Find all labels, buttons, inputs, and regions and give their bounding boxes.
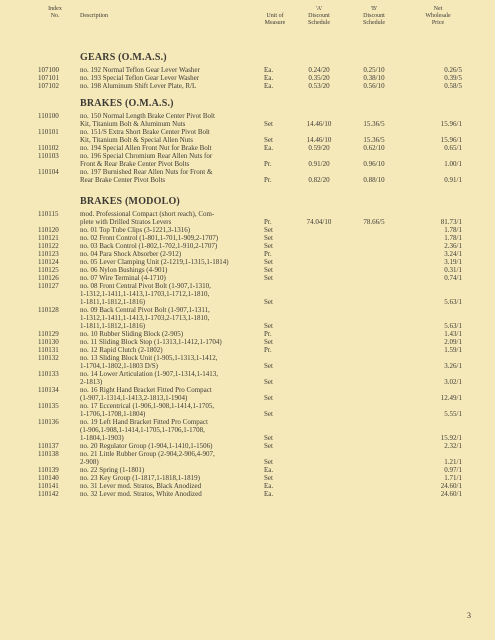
unit-of-measure: Set (264, 410, 273, 418)
header-unit-line1: Unit of (266, 13, 284, 19)
index-number: 110138 (38, 450, 59, 458)
index-number: 110126 (38, 274, 59, 282)
item-description: no. 06 Nylon Bushings (4-901) (80, 266, 168, 274)
item-description: no. 16 Right Hand Bracket Fitted Pro Compact (80, 386, 212, 394)
header-index-line1: Index (48, 6, 62, 12)
index-number: 110132 (38, 354, 59, 362)
wholesale-price: 1.78/1 (444, 226, 462, 234)
wholesale-price: 5.63/1 (444, 322, 462, 330)
item-description: 1-1804,1-1903) (80, 434, 124, 442)
unit-of-measure: Pr. (264, 176, 272, 184)
index-number: 110141 (38, 482, 59, 490)
unit-of-measure: Set (264, 442, 273, 450)
a-discount-price: 14.46/10 (306, 136, 332, 144)
item-description: no. 20 Regulator Group (1-904,1-1410,1-1506) (80, 442, 213, 450)
unit-of-measure: Set (264, 338, 273, 346)
b-discount-price: 0.88/10 (363, 176, 385, 184)
index-number: 110122 (38, 242, 59, 250)
unit-of-measure: Ea. (264, 490, 274, 498)
header-unit (257, 13, 293, 27)
wholesale-price: 1.71/1 (444, 474, 462, 482)
index-number: 110121 (38, 234, 59, 242)
unit-of-measure: Set (264, 458, 273, 466)
a-discount-price: 0.35/20 (308, 74, 330, 82)
wholesale-price: 5.63/1 (444, 298, 462, 306)
wholesale-price: 12.49/1 (440, 394, 462, 402)
index-number: 110137 (38, 442, 59, 450)
item-description: no. 02 Front Control (1-801,1-701,1-909,2-1707) (80, 234, 219, 242)
item-description: no. 03 Back Control (1-802,1-702,1-910,2-1707) (80, 242, 218, 250)
unit-of-measure: Pr. (264, 160, 272, 168)
header-index-line2: No. (50, 13, 60, 19)
wholesale-price: 24.60/1 (440, 490, 462, 498)
header-b-line2: Discount (363, 13, 385, 19)
unit-of-measure: Set (264, 378, 273, 386)
b-discount-price: 0.38/10 (363, 74, 385, 82)
item-description: 1-1704,1-1802,1-1803 D/S) (80, 362, 158, 370)
unit-of-measure: Set (264, 434, 273, 442)
unit-of-measure: Set (264, 266, 273, 274)
index-number: 107100 (38, 66, 59, 74)
header-a-schedule (296, 6, 342, 27)
index-number: 110101 (38, 128, 59, 136)
wholesale-price: 0.31/1 (444, 266, 462, 274)
header-wholesale-line3: Price (431, 20, 445, 26)
b-discount-price: 15.36/5 (363, 120, 385, 128)
wholesale-price: 2.36/1 (444, 242, 462, 250)
item-description: no. 08 Front Central Pivot Bolt (1-907,1-1310, (80, 282, 211, 290)
index-number: 110102 (38, 144, 59, 152)
index-number: 110103 (38, 152, 59, 160)
item-description: no. 198 Aluminum Shift Lever Plate, R/L (80, 82, 197, 90)
unit-of-measure: Pr. (264, 218, 272, 226)
item-description: no. 12 Rapid Clutch (2-1802) (80, 346, 163, 354)
index-number: 110135 (38, 402, 59, 410)
section-title: GEARS (O.M.A.S.) (80, 52, 167, 63)
header-b-line1: 'B' (370, 6, 378, 12)
index-number: 110125 (38, 266, 59, 274)
item-description: 1-1811,1-1812,1-1816) (80, 322, 146, 330)
wholesale-price: 5.55/1 (444, 410, 462, 418)
unit-of-measure: Pr. (264, 330, 272, 338)
index-number: 110131 (38, 346, 59, 354)
wholesale-price: 15.92/1 (440, 434, 462, 442)
item-description: no. 13 Sliding Block Unit (1-905,1-1313,1-1412, (80, 354, 218, 362)
unit-of-measure: Pr. (264, 346, 272, 354)
index-number: 110139 (38, 466, 59, 474)
a-discount-price: 14.46/10 (306, 120, 332, 128)
item-description: 2-908) (80, 458, 99, 466)
unit-of-measure: Ea. (264, 144, 274, 152)
item-description: Rear Brake Center Pivot Bolts (80, 176, 166, 184)
item-description: plete with Drilled Stratos Levers (80, 218, 172, 226)
wholesale-price: 0.26/5 (444, 66, 462, 74)
item-description: no. 01 Top Tube Clips (3-1221,3-1316) (80, 226, 191, 234)
index-number: 110123 (38, 250, 59, 258)
item-description: no. 150 Normal Length Brake Center Pivot Bolt (80, 112, 215, 120)
item-description: no. 05 Lever Clamping Unit (2-1219,1-1315,1-1814) (80, 258, 229, 266)
header-wholesale-line1: Net (433, 6, 443, 12)
unit-of-measure: Ea. (264, 82, 274, 90)
item-description: no. 197 Burnished Rear Allen Nuts for Front & (80, 168, 213, 176)
item-description: 2-1813) (80, 378, 103, 386)
unit-of-measure: Set (264, 474, 273, 482)
index-number: 107101 (38, 74, 59, 82)
unit-of-measure: Set (264, 362, 273, 370)
wholesale-price: 2.09/1 (444, 338, 462, 346)
a-discount-price: 0.53/20 (308, 82, 330, 90)
index-number: 110129 (38, 330, 59, 338)
item-description: no. 196 Special Chromium Rear Allen Nuts for (80, 152, 213, 160)
wholesale-price: 0.97/1 (444, 466, 462, 474)
a-discount-price: 0.91/20 (308, 160, 330, 168)
wholesale-price: 1.00/1 (444, 160, 462, 168)
item-description: Front & Rear Brake Center Pivot Bolts (80, 160, 190, 168)
item-description: no. 07 Wire Terminal (4-1710) (80, 274, 166, 282)
item-description: no. 23 Key Group (1-1817,1-1818,1-1819) (80, 474, 200, 482)
index-number: 110127 (38, 282, 59, 290)
unit-of-measure: Set (264, 322, 273, 330)
unit-of-measure: Set (264, 258, 273, 266)
index-number: 110140 (38, 474, 59, 482)
item-description: no. 14 Lower Articulation (1-907,1-1314,1-1413, (80, 370, 219, 378)
item-description: (1-907,1-1314,1-1413,2-1813,1-1904) (80, 394, 188, 402)
index-number: 107102 (38, 82, 59, 90)
wholesale-price: 3.02/1 (444, 378, 462, 386)
item-description: mod. Professional Compact (short reach), Com- (80, 210, 215, 218)
unit-of-measure: Set (264, 242, 273, 250)
unit-of-measure: Ea. (264, 74, 274, 82)
section-title: BRAKES (O.M.A.S.) (80, 98, 174, 109)
index-number: 110124 (38, 258, 59, 266)
wholesale-price: 2.32/1 (444, 442, 462, 450)
wholesale-price: 0.58/5 (444, 82, 462, 90)
page-number: 3 (467, 611, 471, 620)
header-wholesale-line2: Wholesale (425, 13, 451, 19)
item-description: no. 32 Lever mod. Stratos, White Anodized (80, 490, 202, 498)
unit-of-measure: Set (264, 136, 273, 144)
wholesale-price: 1.21/1 (444, 458, 462, 466)
wholesale-price: 0.91/1 (444, 176, 462, 184)
index-number: 110104 (38, 168, 59, 176)
item-description: no. 21 Little Rubber Group (2-904,2-906,4-907, (80, 450, 215, 458)
section-title: BRAKES (MODOLO) (80, 196, 180, 207)
unit-of-measure: Ea. (264, 482, 274, 490)
item-description: no. 19 Left Hand Bracket Fitted Pro Compact (80, 418, 208, 426)
wholesale-price: 1.43/1 (444, 330, 462, 338)
b-discount-price: 15.36/5 (363, 136, 385, 144)
item-description: 1-1811,1-1812,1-1816) (80, 298, 146, 306)
wholesale-price: 0.74/1 (444, 274, 462, 282)
index-number: 110120 (38, 226, 59, 234)
item-description: Kit, Titanium Bolt & Aluminum Nuts (80, 120, 186, 128)
header-description (80, 13, 180, 20)
wholesale-price: 15.96/1 (440, 120, 462, 128)
wholesale-price: 81.73/1 (440, 218, 462, 226)
unit-of-measure: Set (264, 298, 273, 306)
header-a-line1: 'A' (315, 6, 323, 12)
wholesale-price: 0.65/1 (444, 144, 462, 152)
b-discount-price: 0.62/10 (363, 144, 385, 152)
item-description: no. 192 Normal Teflon Gear Lever Washer (80, 66, 200, 74)
item-description: no. 31 Lever mod. Stratos, Black Anodized (80, 482, 202, 490)
item-description: no. 11 Sliding Block Stop (1-1313,1-1412,1-1704) (80, 338, 222, 346)
header-b-line3: Schedule (363, 20, 385, 26)
index-number: 110136 (38, 418, 59, 426)
wholesale-price: 3.24/1 (444, 250, 462, 258)
unit-of-measure: Set (264, 120, 273, 128)
a-discount-price: 0.82/20 (308, 176, 330, 184)
header-description-text: Description (80, 13, 108, 19)
b-discount-price: 0.56/10 (363, 82, 385, 90)
item-description: no. 22 Spring (1-1801) (80, 466, 145, 474)
unit-of-measure: Set (264, 234, 273, 242)
item-description: no. 17 Eccentrical (1-906,1-908,1-1414,1-1705, (80, 402, 215, 410)
wholesale-price: 3.19/1 (444, 258, 462, 266)
item-description: 1-1312,1-1411,1-1413,1-1703,2-1713,1-1810, (80, 314, 210, 322)
a-discount-price: 0.24/20 (308, 66, 330, 74)
wholesale-price: 15.96/1 (440, 136, 462, 144)
b-discount-price: 0.96/10 (363, 160, 385, 168)
item-description: (1-906,1-908,1-1414,1-1705,1-1706,1-1708, (80, 426, 205, 434)
index-number: 110133 (38, 370, 59, 378)
header-wholesale (414, 6, 462, 27)
index-number: 110134 (38, 386, 59, 394)
item-description: no. 194 Special Allen Front Nut for Brake Bolt (80, 144, 212, 152)
wholesale-price: 0.39/5 (444, 74, 462, 82)
header-index (38, 6, 72, 20)
unit-of-measure: Ea. (264, 66, 274, 74)
header-a-line2: Discount (308, 13, 330, 19)
unit-of-measure: Pr. (264, 250, 272, 258)
item-description: 1-1706,1-1708,1-1804) (80, 410, 146, 418)
b-discount-price: 78.66/5 (363, 218, 385, 226)
index-number: 110128 (38, 306, 59, 314)
index-number: 110115 (38, 210, 59, 218)
wholesale-price: 1.78/1 (444, 234, 462, 242)
a-discount-price: 0.59/20 (308, 144, 330, 152)
index-number: 110130 (38, 338, 59, 346)
unit-of-measure: Set (264, 274, 273, 282)
a-discount-price: 74.04/10 (306, 218, 332, 226)
item-description: Kit, Titanium Bolt & Special Allen Nuts (80, 136, 193, 144)
wholesale-price: 24.60/1 (440, 482, 462, 490)
index-number: 110142 (38, 490, 59, 498)
wholesale-price: 3.26/1 (444, 362, 462, 370)
header-a-line3: Schedule (308, 20, 330, 26)
item-description: no. 151/S Extra Short Brake Center Pivot Bolt (80, 128, 210, 136)
unit-of-measure: Ea. (264, 466, 274, 474)
header-b-schedule (351, 6, 397, 27)
b-discount-price: 0.25/10 (363, 66, 385, 74)
unit-of-measure: Set (264, 394, 273, 402)
header-unit-line2: Measure (264, 20, 286, 26)
item-description: no. 10 Rubber Sliding Block (2-905) (80, 330, 184, 338)
unit-of-measure: Set (264, 226, 273, 234)
item-description: no. 09 Back Central Pivot Bolt (1-907,1-1311, (80, 306, 210, 314)
item-description: no. 193 Special Teflon Gear Lever Washer (80, 74, 200, 82)
item-description: 1-1312,1-1411,1-1413,1-1703,1-1712,1-1810, (80, 290, 210, 298)
wholesale-price: 1.59/1 (444, 346, 462, 354)
item-description: no. 04 Para Shock Absorber (2-912) (80, 250, 182, 258)
index-number: 110100 (38, 112, 59, 120)
